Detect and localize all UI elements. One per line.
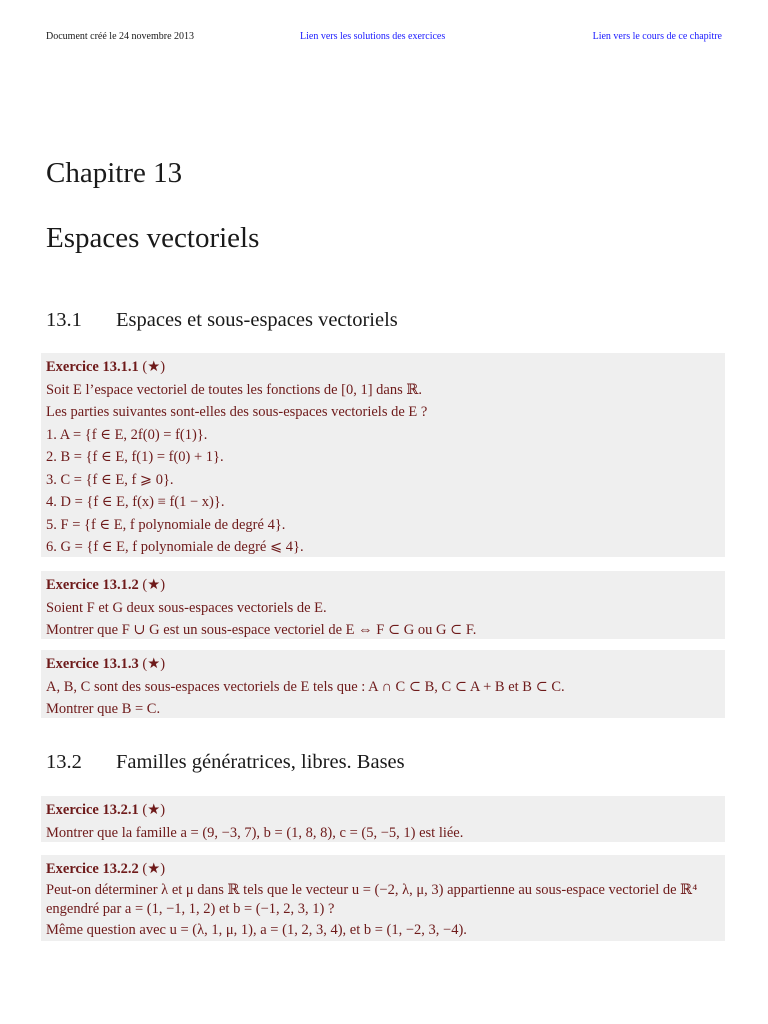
section-number: 13.2: [46, 751, 82, 773]
exercise-title: Exercice 13.1.2: [46, 577, 139, 593]
exercise-line: 5. F = {f ∈ E, f polynomiale de degré 4}.: [46, 516, 286, 533]
difficulty-star: (★): [142, 577, 166, 593]
section-title: Espaces et sous-espaces vectoriels: [116, 309, 398, 331]
exercise-line: Les parties suivantes sont-elles des sous-espaces vectoriels de E ?: [46, 404, 428, 420]
exercise-box: [41, 650, 725, 718]
creation-date: Document créé le 24 novembre 2013: [46, 31, 195, 42]
exercise-box: [41, 855, 725, 941]
solutions-link[interactable]: Lien vers les solutions des exercices: [300, 31, 446, 42]
exercise-line: Même question avec u = (λ, 1, μ, 1), a = (1, 2, 3, 4), et b = (1, −2, 3, −4).: [46, 921, 467, 938]
exercise-line: 2. B = {f ∈ E, f(1) = f(0) + 1}.: [46, 449, 224, 465]
exercise-line: Montrer que F ∪ G est un sous-espace vectoriel de E ⇔ F ⊂ G ou G ⊂ F.: [46, 622, 477, 638]
exercise-title: Exercice 13.2.2: [46, 861, 139, 877]
exercise-line: Montrer que B = C.: [46, 701, 161, 717]
section-number: 13.1: [46, 309, 82, 331]
difficulty-star: (★): [142, 359, 166, 375]
chapter-title: Espaces vectoriels: [46, 222, 260, 254]
exercise-line: A, B, C sont des sous-espaces vectoriels de E tels que : A ∩ C ⊂ B, C ⊂ A + B et B ⊂ C.: [46, 678, 565, 695]
exercise-line: 4. D = {f ∈ E, f(x) ≡ f(1 − x)}.: [46, 494, 225, 510]
difficulty-star: (★): [142, 861, 166, 877]
exercise-line: 6. G = {f ∈ E, f polynomiale de degré ⩽ 4}.: [46, 539, 304, 555]
chapter-number: Chapitre 13: [46, 157, 183, 189]
exercise-title: Exercice 13.1.1: [46, 359, 139, 375]
exercise-line: 1. A = {f ∈ E, 2f(0) = f(1)}.: [46, 426, 208, 443]
exercise-line: Soit E l’espace vectoriel de toutes les fonctions de [0, 1] dans ℝ.: [46, 381, 423, 398]
exercise-line: Peut-on déterminer λ et μ dans ℝ tels que le vecteur u = (−2, λ, μ, 3) appartienne au sous-espace vectoriel de ℝ⁴ engendré par a = (1, −1, 1, 2) et b = (−1, 2, 3, 1) ?: [46, 881, 698, 917]
course-link[interactable]: Lien vers le cours de ce chapitre: [592, 31, 722, 42]
section-heading: [46, 308, 398, 332]
difficulty-star: (★): [142, 802, 166, 818]
difficulty-star: (★): [142, 656, 166, 672]
exercise-line: 3. C = {f ∈ E, f ⩾ 0}.: [46, 471, 174, 488]
exercise-box: [41, 796, 725, 842]
section-heading: [46, 750, 405, 774]
exercise-line: Montrer que la famille a = (9, −3, 7), b = (1, 8, 8), c = (5, −5, 1) est liée.: [46, 824, 464, 841]
exercise-title: Exercice 13.2.1: [46, 802, 139, 818]
exercise-box: [41, 353, 725, 557]
page-header: [46, 30, 722, 46]
exercise-title: Exercice 13.1.3: [46, 656, 139, 672]
exercise-line: Soient F et G deux sous-espaces vectoriels de E.: [46, 599, 327, 616]
exercise-box: [41, 571, 725, 639]
section-title: Familles génératrices, libres. Bases: [116, 751, 405, 773]
